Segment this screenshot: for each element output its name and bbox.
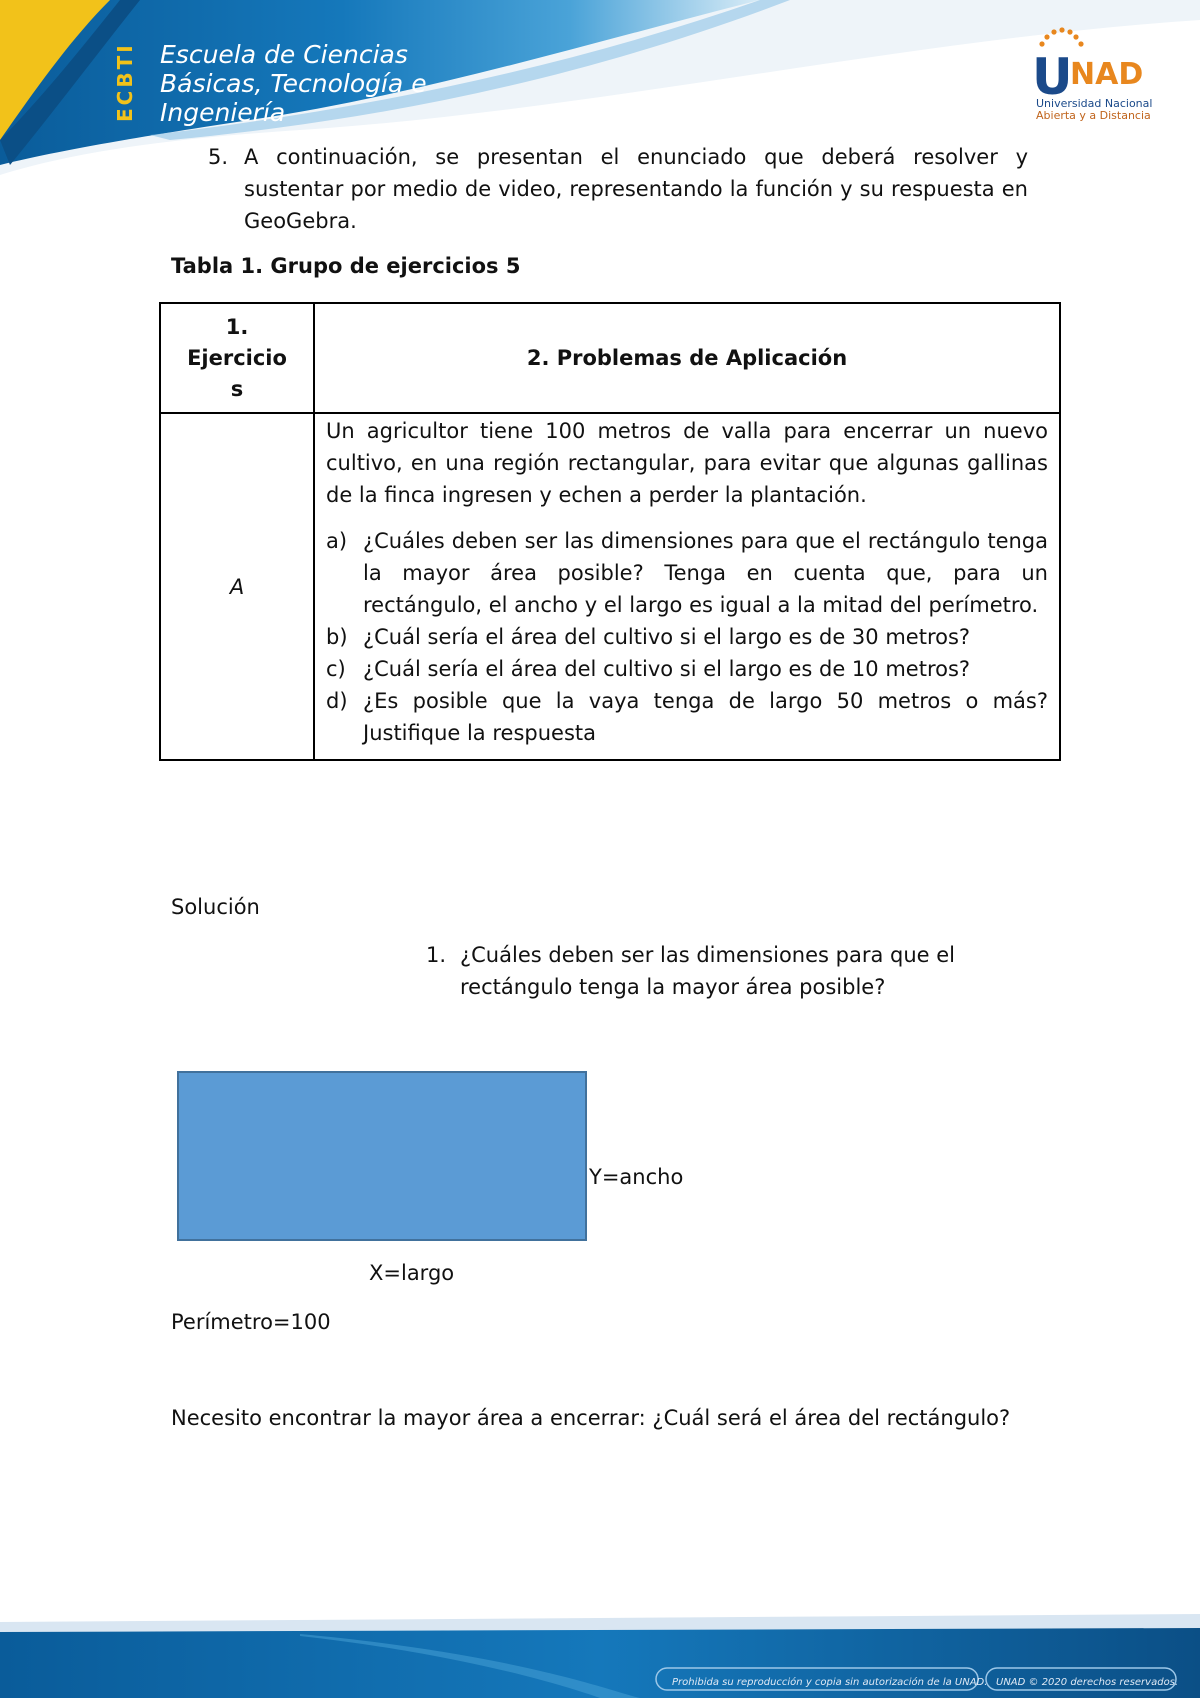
header-col1-line-1: 1. [225, 314, 249, 339]
intro-text: A continuación, se presentan el enunciado que deberá resolver y sustentar por medio de video, representando la función y su respuesta en GeoGebra. [244, 145, 1028, 233]
x-largo-label: X=largo [369, 1261, 455, 1285]
solution-q1-text: ¿Cuáles deben ser las dimensiones para que el rectángulo tenga la mayor área posible? [460, 943, 956, 999]
question-text: ¿Cuáles deben ser las dimensiones para que el rectángulo tenga la mayor área posible? Tenga en cuenta que, para un rectángulo, el ancho y el largo es igual a la mitad del perímetro. [363, 529, 1048, 617]
solution-q1-number: 1. [426, 943, 447, 967]
footer-rights-right: UNAD © 2020 derechos reservados. [996, 1677, 1179, 1688]
rectangle-diagram [177, 1071, 587, 1241]
perimetro-text: Perímetro=100 [171, 1310, 331, 1334]
intro-paragraph [208, 141, 1028, 237]
question-text: ¿Cuál sería el área del cultivo si el largo es de 30 metros? [363, 625, 971, 649]
header-problemas: 2. Problemas de Aplicación [314, 303, 1060, 413]
problem-statement: Un agricultor tiene 100 metros de valla para encerrar un nuevo cultivo, en una región rectangular, para evitar que algunas gallinas de la finca ingresen y echen a perder la plantación. [326, 419, 1048, 507]
unad-logo-subtitle [1036, 98, 1152, 122]
question-marker: c) [326, 657, 346, 681]
unad-logo-nad: NAD [1070, 57, 1144, 92]
problem-cell [314, 413, 1060, 760]
school-name [160, 40, 427, 127]
unad-logo-u: U [1032, 48, 1073, 98]
school-line-3: Ingeniería [160, 98, 286, 127]
header-col1-line-3: s [230, 376, 244, 401]
question-text: ¿Cuál sería el área del cultivo si el largo es de 10 metros? [363, 657, 971, 681]
unad-logo [1030, 26, 1160, 98]
question-list [326, 525, 1048, 749]
question-text: ¿Es posible que la vaya tenga de largo 50 metros o más? Justifique la respuesta [363, 689, 1048, 745]
solution-question-1 [426, 939, 1030, 1003]
row-label: A [160, 413, 314, 760]
table-row [160, 413, 1060, 760]
ecbti-vertical-label: ECBTI [113, 42, 137, 122]
intro-number: 5. [208, 145, 229, 169]
area-question-text: Necesito encontrar la mayor área a encerrar: ¿Cuál será el área del rectángulo? [171, 1406, 1011, 1430]
question-marker: a) [326, 529, 348, 553]
question-marker: d) [326, 689, 348, 713]
footer-rights-left: Prohibida su reproducción y copia sin autorización de la UNAD. [672, 1677, 988, 1688]
school-line-2: Básicas, Tecnología e [160, 69, 427, 98]
exercise-table [159, 302, 1061, 761]
header-ejercicios [160, 303, 314, 413]
table-caption: Tabla 1. Grupo de ejercicios 5 [171, 254, 521, 278]
solution-label: Solución [171, 895, 260, 919]
question-item [326, 653, 1048, 685]
y-ancho-label: Y=ancho [589, 1165, 684, 1189]
header-col1-line-2: Ejercicio [187, 345, 287, 370]
unad-sub-line-1: Universidad Nacional [1036, 97, 1153, 110]
question-item [326, 525, 1048, 621]
question-marker: b) [326, 625, 348, 649]
unad-sub-line-2: Abierta y a Distancia [1036, 109, 1151, 122]
school-line-1: Escuela de Ciencias [160, 40, 408, 69]
table-header-row [160, 303, 1060, 413]
question-item [326, 685, 1048, 749]
question-item [326, 621, 1048, 653]
